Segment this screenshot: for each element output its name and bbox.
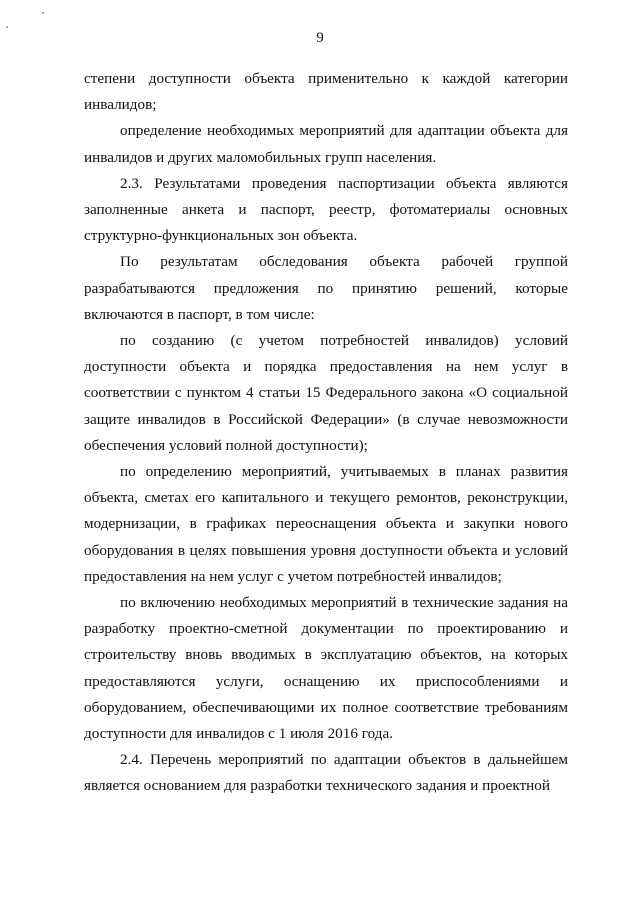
paragraph-2: определение необходимых мероприятий для адаптации объекта для инвалидов и других маломобильных групп населения. bbox=[84, 122, 568, 166]
paragraph-8: 2.4. Перечень мероприятий по адаптации объектов в дальнейшем является основанием для разработки технического задания и проектной bbox=[84, 751, 568, 795]
paragraph-3: 2.3. Результатами проведения паспортизации объекта являются заполненные анкета и паспорт, реестр, фотоматериалы основных структурно-функциональных зон объекта. bbox=[84, 174, 568, 245]
paragraph-1: степени доступности объекта применительно к каждой категории инвалидов; bbox=[84, 70, 568, 114]
paragraph-6: по определению мероприятий, учитываемых в планах развития объекта, сметах его капитального и текущего ремонтов, реконструкции, модернизации, в графиках переоснащения объекта и закупки нового оборудования в целях повышения уровня доступности объекта и условий предоставления на нем услуг с учетом потребностей инвалидов; bbox=[84, 463, 568, 585]
document-body bbox=[84, 66, 568, 800]
scan-speck bbox=[42, 12, 44, 14]
paragraph-7: по включению необходимых мероприятий в технические задания на разработку проектно-сметной документации по проектированию и строительству вновь вводимых в эксплуатацию объектов, на которых предоставляются услуги, оснащению их приспособлениями и оборудованием, обеспечивающими их полное соответствие требованиям доступности для инвалидов с 1 июля 2016 года. bbox=[84, 594, 568, 743]
scan-speck bbox=[6, 26, 8, 28]
page-number: 9 bbox=[316, 30, 324, 46]
paragraph-5: по созданию (с учетом потребностей инвалидов) условий доступности объекта и порядка предоставления на нем услуг в соответствии с пунктом 4 статьи 15 Федерального закона «О социальной защите инвалидов в Российской Федерации» (в случае невозможности обеспечения условий полной доступности); bbox=[84, 332, 568, 454]
paragraph-4: По результатам обследования объекта рабочей группой разрабатываются предложения по принятию решений, которые включаются в паспорт, в том числе: bbox=[84, 253, 568, 323]
